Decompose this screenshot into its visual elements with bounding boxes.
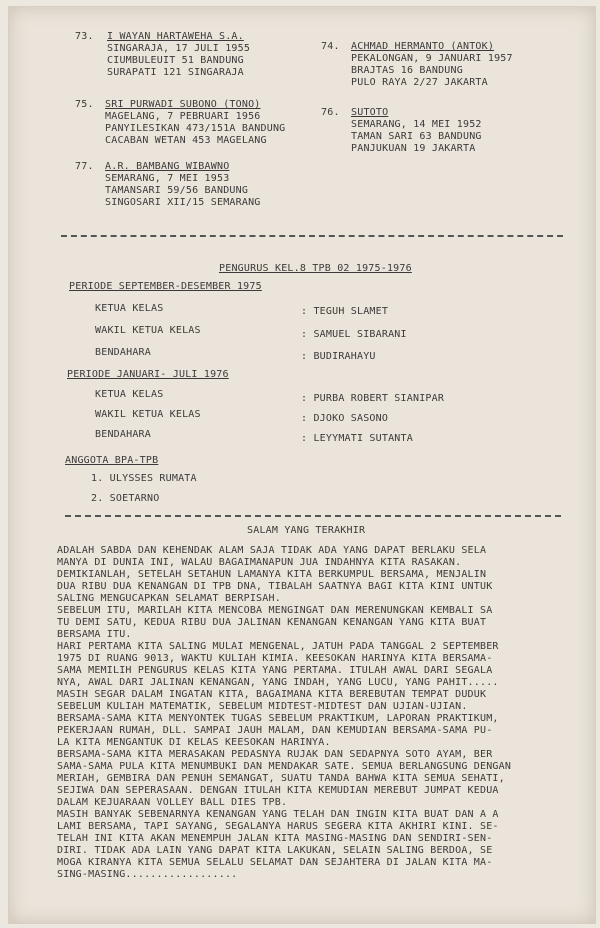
member-number: 77. bbox=[75, 161, 94, 172]
text-line: DALAM KEJUARAAN VOLLEY BALL DIES TPB. bbox=[57, 797, 288, 808]
text-line: SALING MENGUCAPKAN SELAMAT BERPISAH. bbox=[57, 593, 281, 604]
member-number: 74. bbox=[321, 41, 340, 52]
text-line: SEBELUM ITU, MARILAH KITA MENCOBA MENGINGAT DAN MERENUNGKAN KEMBALI SA bbox=[57, 605, 493, 616]
text-line: PEKERJAAN RUMAH, DLL. SAMPAI JAUH MALAM, DAN KEMUDIAN BERSAMA-SAMA PU- bbox=[57, 725, 493, 736]
member-line: PULO RAYA 2/27 JAKARTA bbox=[351, 77, 488, 88]
bpa-heading: ANGGOTA BPA-TPB bbox=[65, 455, 159, 466]
text-line: BERSAMA-SAMA KITA MENYONTEK TUGAS SEBELUM PRAKTIKUM, LAPORAN PRAKTIKUM, bbox=[57, 713, 499, 724]
text-line: TELAH INI KITA AKAN MENEMPUH JALAN KITA MASING-MASING DAN SENDIRI-SEN- bbox=[57, 833, 493, 844]
role-label: KETUA KELAS bbox=[95, 303, 164, 314]
text-line: LAMI BERSAMA, TAPI SAYANG, SEGALANYA HARUS SEGERA KITA AKHIRI KINI. SE- bbox=[57, 821, 499, 832]
role-holder: : PURBA ROBERT SIANIPAR bbox=[301, 393, 445, 404]
bpa-member: 2. SOETARNO bbox=[91, 493, 160, 504]
text-line: BERSAMA-SAMA KITA MERASAKAN PEDASNYA RUJAK DAN SEDAPNYA SOTO AYAM, BER bbox=[57, 749, 493, 760]
member-line: SEMARANG, 14 MEI 1952 bbox=[351, 119, 482, 130]
member-line: SINGARAJA, 17 JULI 1955 bbox=[107, 43, 251, 54]
text-line: NYA, AWAL DARI JALINAN KENANGAN, YANG INDAH, YANG LUCU, YANG PAHIT..... bbox=[57, 677, 499, 688]
role-holder: : TEGUH SLAMET bbox=[301, 306, 389, 317]
role-holder: : BUDIRAHAYU bbox=[301, 351, 376, 362]
document-page bbox=[8, 6, 596, 924]
text-line: TU DEMI SATU, KEDUA RIBU DUA JALINAN KENANGAN KENANGAN YANG KITA BUAT bbox=[57, 617, 487, 628]
member-line: BRAJTAS 16 BANDUNG bbox=[351, 65, 463, 76]
member-name: SUTOTO bbox=[351, 107, 389, 118]
text-line: 1975 DI RUANG 9013, WAKTU KULIAH KIMIA. KEESOKAN HARINYA KITA BERSAMA- bbox=[57, 653, 493, 664]
member-number: 76. bbox=[321, 107, 340, 118]
role-label: BENDAHARA bbox=[95, 429, 151, 440]
member-line: PANYILESIKAN 473/151A BANDUNG bbox=[105, 123, 286, 134]
text-line: MASIH BANYAK SEBENARNYA KENANGAN YANG TELAH DAN INGIN KITA BUAT DAN A A bbox=[57, 809, 499, 820]
section-divider bbox=[61, 235, 563, 237]
member-line: TAMAN SARI 63 BANDUNG bbox=[351, 131, 482, 142]
role-holder: : SAMUEL SIBARANI bbox=[301, 329, 407, 340]
period-heading: PERIODE JANUARI- JULI 1976 bbox=[67, 369, 229, 380]
text-line: DEMIKIANLAH, SETELAH SETAHUN LAMANYA KITA BERKUMPUL BERSAMA, MENJALIN bbox=[57, 569, 487, 580]
role-holder: : DJOKO SASONO bbox=[301, 413, 389, 424]
text-line: SEJIWA DAN SEPERASAAN. DENGAN ITULAH KITA KEMUDIAN MEREBUT JUMPAT KEDUA bbox=[57, 785, 499, 796]
member-name: SRI PURWADI SUBONO (TONO) bbox=[105, 99, 261, 110]
member-name: ACHMAD HERMANTO (ANTOK) bbox=[351, 41, 495, 52]
role-label: WAKIL KETUA KELAS bbox=[95, 325, 201, 336]
member-line: MAGELANG, 7 PEBRUARI 1956 bbox=[105, 111, 261, 122]
text-line: HARI PERTAMA KITA SALING MULAI MENGENAL, JATUH PADA TANGGAL 2 SEPTEMBER bbox=[57, 641, 499, 652]
text-line: BERSAMA ITU. bbox=[57, 629, 132, 640]
section-divider bbox=[65, 515, 561, 517]
role-label: KETUA KELAS bbox=[95, 389, 164, 400]
member-line: CACABAN WETAN 453 MAGELANG bbox=[105, 135, 267, 146]
member-name: A.R. BAMBANG WIBAWNO bbox=[105, 161, 230, 172]
member-number: 73. bbox=[75, 31, 94, 42]
section-title: PENGURUS KEL.8 TPB 02 1975-1976 bbox=[219, 263, 412, 274]
text-line: SING-MASING.................. bbox=[57, 869, 238, 880]
member-line: CIUMBULEUIT 51 BANDUNG bbox=[107, 55, 244, 66]
text-line: SAMA MEMILIH PENGURUS KELAS KITA YANG PERTAMA. ITULAH AWAL DARI SEGALA bbox=[57, 665, 493, 676]
member-line: SURAPATI 121 SINGARAJA bbox=[107, 67, 244, 78]
member-name: I WAYAN HARTAWEHA S.A. bbox=[107, 31, 244, 42]
text-line: SEBELUM KULIAH MATEMATIK, SEBELUM MIDTEST-MIDTEST DAN UJIAN-UJIAN. bbox=[57, 701, 468, 712]
text-line: MERIAH, GEMBIRA DAN PENUH SEMANGAT, SUATU TANDA BAHWA KITA SEMUA SEHATI, bbox=[57, 773, 505, 784]
period-heading: PERIODE SEPTEMBER-DESEMBER 1975 bbox=[69, 281, 262, 292]
bpa-member: 1. ULYSSES RUMATA bbox=[91, 473, 197, 484]
text-line: MASIH SEGAR DALAM INGATAN KITA, BAGAIMANA KITA BEREBUTAN TEMPAT DUDUK bbox=[57, 689, 487, 700]
member-line: SEMARANG, 7 MEI 1953 bbox=[105, 173, 230, 184]
member-line: PANJUKUAN 19 JAKARTA bbox=[351, 143, 476, 154]
text-line: MOGA KIRANYA KITA SEMUA SELALU SELAMAT DAN SEJAHTERA DI JALAN KITA MA- bbox=[57, 857, 493, 868]
role-label: BENDAHARA bbox=[95, 347, 151, 358]
member-number: 75. bbox=[75, 99, 94, 110]
text-line: DUA RIBU DUA KENANGAN DI TPB DNA, TIBALAH SAATNYA BAGI KITA KINI UNTUK bbox=[57, 581, 493, 592]
text-line: LA KITA MENGANTUK DI KELAS KEESOKAN HARINYA. bbox=[57, 737, 331, 748]
member-line: SINGOSARI XII/15 SEMARANG bbox=[105, 197, 261, 208]
member-line: TAMANSARI 59/56 BANDUNG bbox=[105, 185, 249, 196]
role-holder: : LEYYMATI SUTANTA bbox=[301, 433, 413, 444]
role-label: WAKIL KETUA KELAS bbox=[95, 409, 201, 420]
text-line: ADALAH SABDA DAN KEHENDAK ALAM SAJA TIDAK ADA YANG DAPAT BERLAKU SELA bbox=[57, 545, 487, 556]
text-line: DIRI. TIDAK ADA LAIN YANG DAPAT KITA LAKUKAN, SELAIN SALING BERDOA, SE bbox=[57, 845, 493, 856]
text-line: SAMA-SAMA PULA KITA MENUMBUKI DAN MENDAKAR SATE. SEMUA BERLANGSUNG DENGAN bbox=[57, 761, 512, 772]
farewell-title: SALAM YANG TERAKHIR bbox=[247, 525, 366, 536]
member-line: PEKALONGAN, 9 JANUARI 1957 bbox=[351, 53, 513, 64]
text-line: MANYA DI DUNIA INI, WALAU BAGAIMANAPUN JUA INDAHNYA KITA RASAKAN. bbox=[57, 557, 462, 568]
